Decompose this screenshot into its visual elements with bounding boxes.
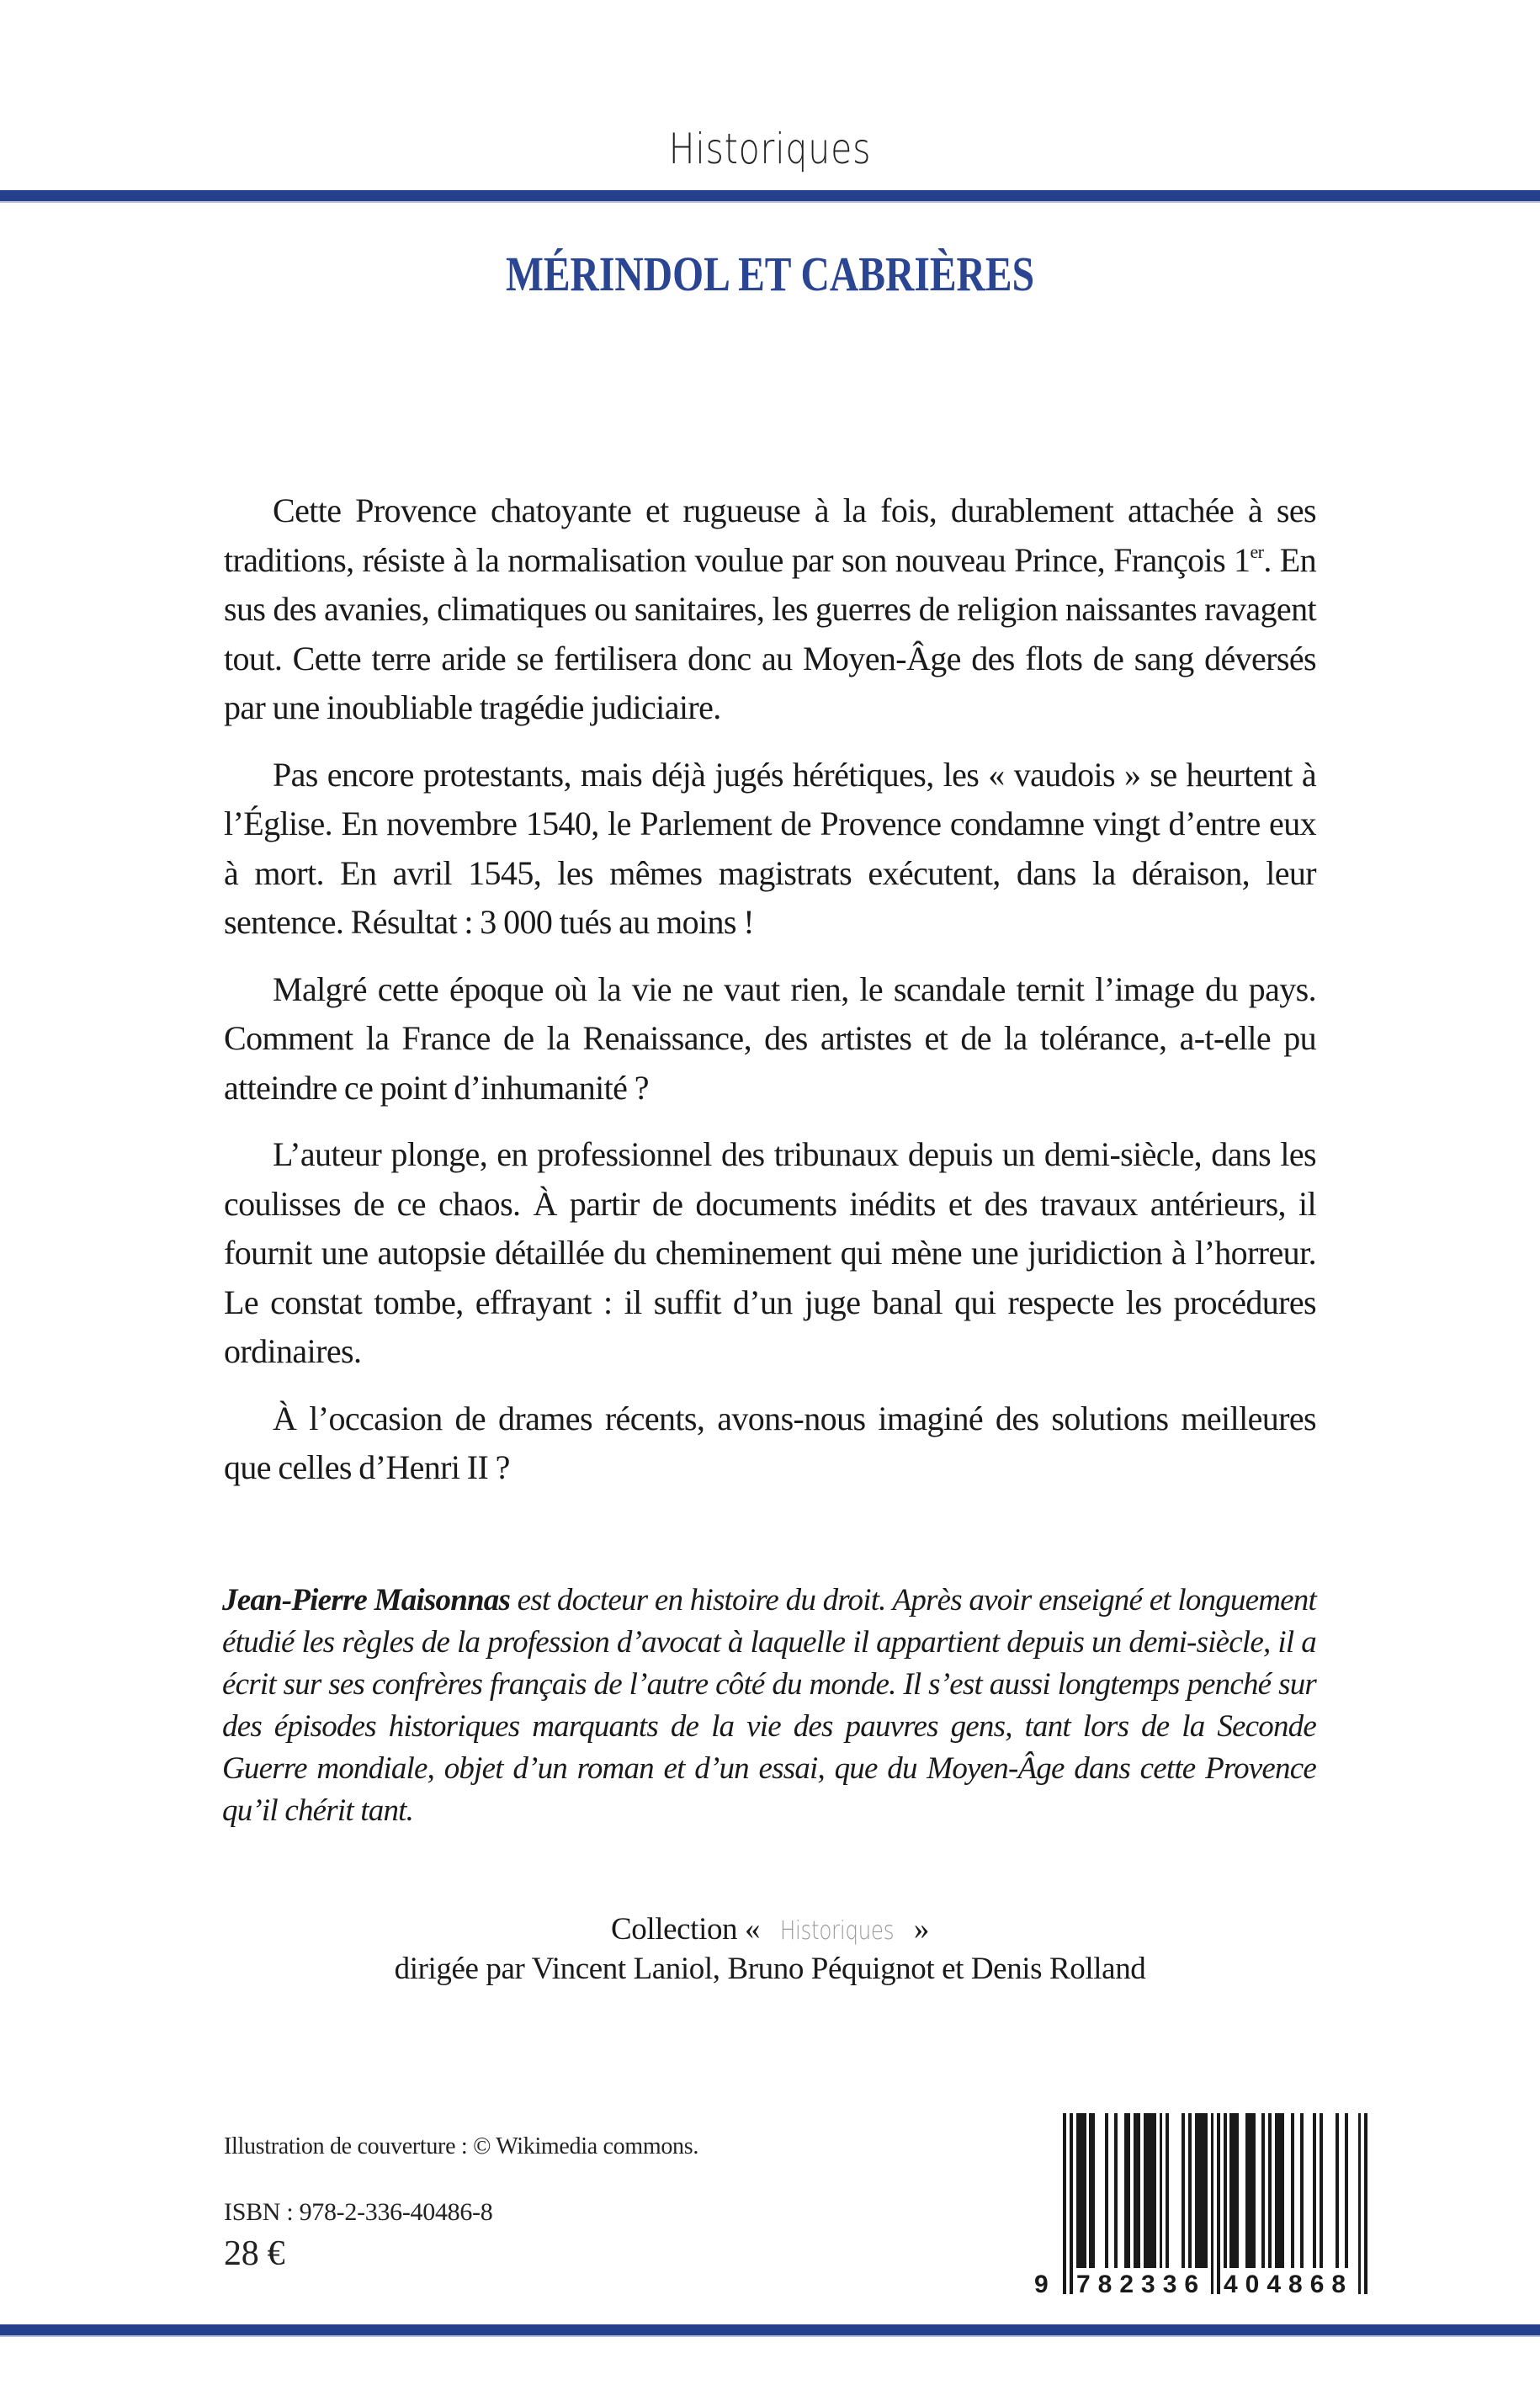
author-bio — [222, 1580, 1316, 1832]
series-logo: Historiques — [668, 125, 872, 173]
collection-prefix: Collection « — [611, 1912, 761, 1947]
book-title — [0, 246, 1540, 302]
collection-logo: Historiques — [779, 1916, 895, 1946]
isbn: ISBN : 978-2-336-40486-8 — [224, 2198, 493, 2226]
barcode-digits-left: 782336 — [1076, 2271, 1207, 2298]
book-title-text: MÉRINDOL ET CABRIÈRES — [505, 247, 1035, 301]
blurb-text: Cette Provence chatoyante et rugueuse à la fois, durablement attachée à ses traditions, résiste à la normalisation voulue par son nouveau Prince, François 1 — [224, 491, 1316, 579]
blurb-text: . En sus des avanies, climatiques ou sanitaires, les guerres de religion naissantes ravagent tout. Cette terre aride se fertilisera donc au Moyen-Âge des flots de sang déversés par une inoubliable tragédie judiciaire. — [224, 540, 1316, 726]
blurb-paragraph: L’auteur plonge, en professionnel des tribunaux depuis un demi-siècle, dans les coulisses de ce chaos. À partir de documents inédits et des travaux antérieurs, il fournit une autopsie détaillée du cheminement qui mène une juridiction à l’horreur. Le constat tombe, effrayant : il suffit d’un juge banal qui respecte les procédures ordinaires. — [224, 1135, 1316, 1370]
blurb-paragraph: À l’occasion de drames récents, avons-nous imaginé des solutions meilleures que celles d’Henri II ? — [224, 1399, 1316, 1486]
barcode-digit-first: 9 — [1034, 2271, 1056, 2298]
superscript: er — [1250, 540, 1264, 562]
collection-directors: dirigée par Vincent Laniol, Bruno Péquignot et Denis Rolland — [394, 1952, 1146, 1986]
collection-info — [0, 1910, 1540, 1988]
price: 28 € — [224, 2234, 285, 2273]
blurb — [224, 486, 1316, 1511]
author-name: Jean-Pierre Maisonnas — [222, 1583, 511, 1617]
blurb-paragraph — [224, 486, 1316, 733]
collection-line — [0, 1910, 1540, 1950]
author-bio-text: est docteur en histoire du droit. Après avoir enseigné et longuement étudié les règles de la profession d’avocat à laquelle il appartient depuis un demi-siècle, il a écrit sur ses confrères français de l’autre côté du monde. Il s’est aussi longtemps penché sur des épisodes historiques marquants de la vie des pauvres gens, tant lors de la Seconde Guerre mondiale, objet d’un roman et d’un essai, que du Moyen-Âge dans cette Provence qu’il chérit tant. — [222, 1583, 1316, 1828]
blurb-paragraph: Malgré cette époque où la vie ne vaut rien, le scandale ternit l’image du pays. Comment la France de la Renaissance, des artistes et de la tolérance, a-t-elle pu atteindre ce point d’inhumanité ? — [224, 969, 1316, 1107]
collection-suffix: » — [913, 1912, 929, 1947]
bottom-accent-rule — [0, 2324, 1540, 2337]
barcode-digits-right: 404868 — [1224, 2271, 1354, 2298]
blurb-paragraph: Pas encore protestants, mais déjà jugés hérétiques, les « vaudois » se heurtent à l’Église. En novembre 1540, le Parlement de Provence condamne vingt d’entre eux à mort. En avril 1545, les mêmes magistrats exécutent, dans la déraison, leur sentence. Résultat : 3 000 tués au moins ! — [224, 755, 1316, 941]
illustration-credit: Illustration de couverture : © Wikimedia commons. — [224, 2133, 699, 2159]
top-accent-rule — [0, 190, 1540, 203]
